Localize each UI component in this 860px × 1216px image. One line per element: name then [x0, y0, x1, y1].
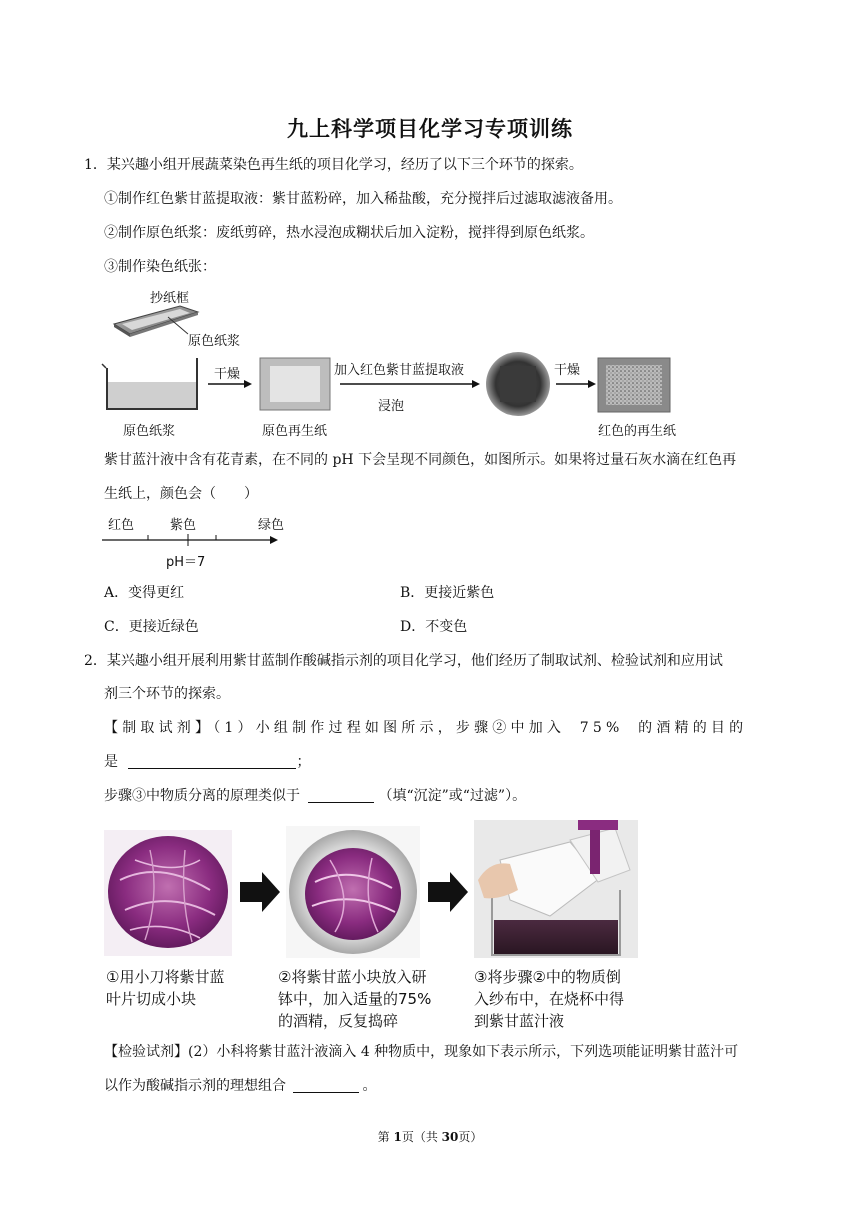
- soak-label: 浸泡: [378, 399, 405, 414]
- regen-paper-label: 原色再生纸: [262, 424, 328, 439]
- footer-page-number: 1: [393, 1130, 402, 1144]
- q1-step1: ①制作红色紫甘蓝提取液：紫甘蓝粉碎，加入稀盐酸，充分搅拌后过滤取滤液备用。: [104, 191, 622, 207]
- caption-step3: [474, 966, 624, 1032]
- q2-stem1-text: 某兴趣小组开展利用紫甘蓝制作酸碱指示剂的项目化学习，他们经历了制取试剂、检验试剂和应用试: [106, 653, 723, 669]
- answer-blank-3[interactable]: [293, 1078, 359, 1093]
- page-title: 九上科学项目化学习专项训练: [287, 116, 573, 141]
- dry2-label: 干燥: [554, 363, 581, 378]
- scale-green-label: 绿色: [258, 518, 285, 533]
- answer-blank-1[interactable]: [128, 754, 296, 769]
- page-footer: [0, 1128, 860, 1145]
- q2-part2-a: 【检验试剂】(2）小科将紫甘蓝汁液滴入 4 种物质中，现象如下表示所示，下列选项能证明紫甘蓝汁可: [104, 1044, 739, 1060]
- option-b: B．更接近紫色: [400, 585, 495, 601]
- q1-text1: 紫甘蓝汁液中含有花青素，在不同的 pH 下会呈现不同颜色，如图所示。如果将过量石灰水滴在红色再: [104, 452, 737, 468]
- q2-part1-b: [104, 752, 310, 772]
- option-a: A．变得更红: [104, 585, 185, 601]
- q2-part2-b: [104, 1076, 376, 1096]
- caption-step2-line3: 的酒精，反复捣碎: [278, 1012, 399, 1030]
- caption-step1: [106, 966, 224, 1010]
- option-d: D．不变色: [400, 619, 468, 635]
- q2-part1-c-text: 步骤③中物质分离的原理类似于: [104, 788, 300, 804]
- footer-post: 页）: [458, 1130, 483, 1144]
- arrow-icon: [428, 872, 468, 912]
- q1-text2: 生纸上，颜色会（ ）: [104, 486, 258, 502]
- frame-label: 抄纸框: [150, 291, 190, 306]
- caption-step1-line2: 叶片切成小块: [106, 990, 197, 1008]
- filtering-image: [474, 820, 638, 958]
- q2-part1-b-text: 是: [104, 754, 118, 770]
- caption-step3-line2: 入纱布中，在烧杯中得: [474, 990, 625, 1008]
- arrow-icon: [240, 872, 280, 912]
- q1-step2: ②制作原色纸浆：废纸剪碎，热水浸泡成糊状后加入淀粉，搅拌得到原色纸浆。: [104, 225, 594, 241]
- caption-step2: [278, 966, 431, 1032]
- chopped-cabbage-image: [104, 830, 232, 956]
- scale-red-label: 红色: [108, 518, 135, 533]
- footer-mid: 页（共: [401, 1130, 442, 1144]
- scale-ph-label: pH＝7: [166, 555, 206, 570]
- caption-step2-line1: ②将紫甘蓝小块放入研: [278, 968, 427, 986]
- caption-step2-line2: 钵中，加入适量的75%: [278, 990, 432, 1008]
- q2-part1-c-post: （填“沉淀”或“过滤”）。: [378, 788, 527, 804]
- cabbage-process-figure: [100, 820, 640, 970]
- q2-part2-b-end: 。: [362, 1078, 377, 1094]
- q2-part1-b-end: ；: [296, 754, 311, 770]
- pulp-label: 原色纸浆: [188, 334, 241, 349]
- q2-stem2: 剂三个环节的探索。: [104, 686, 230, 702]
- ph-scale: [100, 530, 290, 550]
- q2-part1-c: [104, 786, 526, 806]
- dry1-label: 干燥: [214, 367, 241, 382]
- q1-stem-text: 某兴趣小组开展蔬菜染色再生纸的项目化学习，经历了以下三个环节的探索。: [106, 157, 583, 173]
- q1-stem: [84, 155, 583, 175]
- q1-step3: ③制作染色纸张：: [104, 259, 216, 275]
- q2-number: 2．: [84, 653, 107, 669]
- q1-number: 1．: [84, 157, 107, 173]
- footer-pre: 第: [377, 1130, 394, 1144]
- caption-step3-line3: 到紫甘蓝汁液: [474, 1012, 565, 1030]
- red-paper-label: 红色的再生纸: [598, 424, 677, 439]
- add-extract-label: 加入红色紫甘蓝提取液: [334, 363, 465, 378]
- caption-step3-line1: ③将步骤②中的物质倒: [474, 968, 621, 986]
- q2-stem1: [84, 651, 723, 671]
- option-c: C．更接近绿色: [104, 619, 199, 635]
- q2-part2-b-text: 以作为酸碱指示剂的理想组合: [104, 1078, 286, 1094]
- caption-step1-line1: ①用小刀将紫甘蓝: [106, 968, 225, 986]
- answer-blank-2[interactable]: [308, 788, 374, 803]
- beaker-icon: [102, 358, 198, 410]
- footer-total-pages: 30: [441, 1130, 459, 1144]
- beaker-label: 原色纸浆: [123, 424, 176, 439]
- scale-purple-label: 紫色: [170, 518, 197, 533]
- mortar-cabbage-image: [286, 826, 420, 958]
- q2-part1-a: 【制取试剂】（1）小组制作过程如图所示，步骤②中加入 75% 的酒精的目的: [104, 720, 748, 736]
